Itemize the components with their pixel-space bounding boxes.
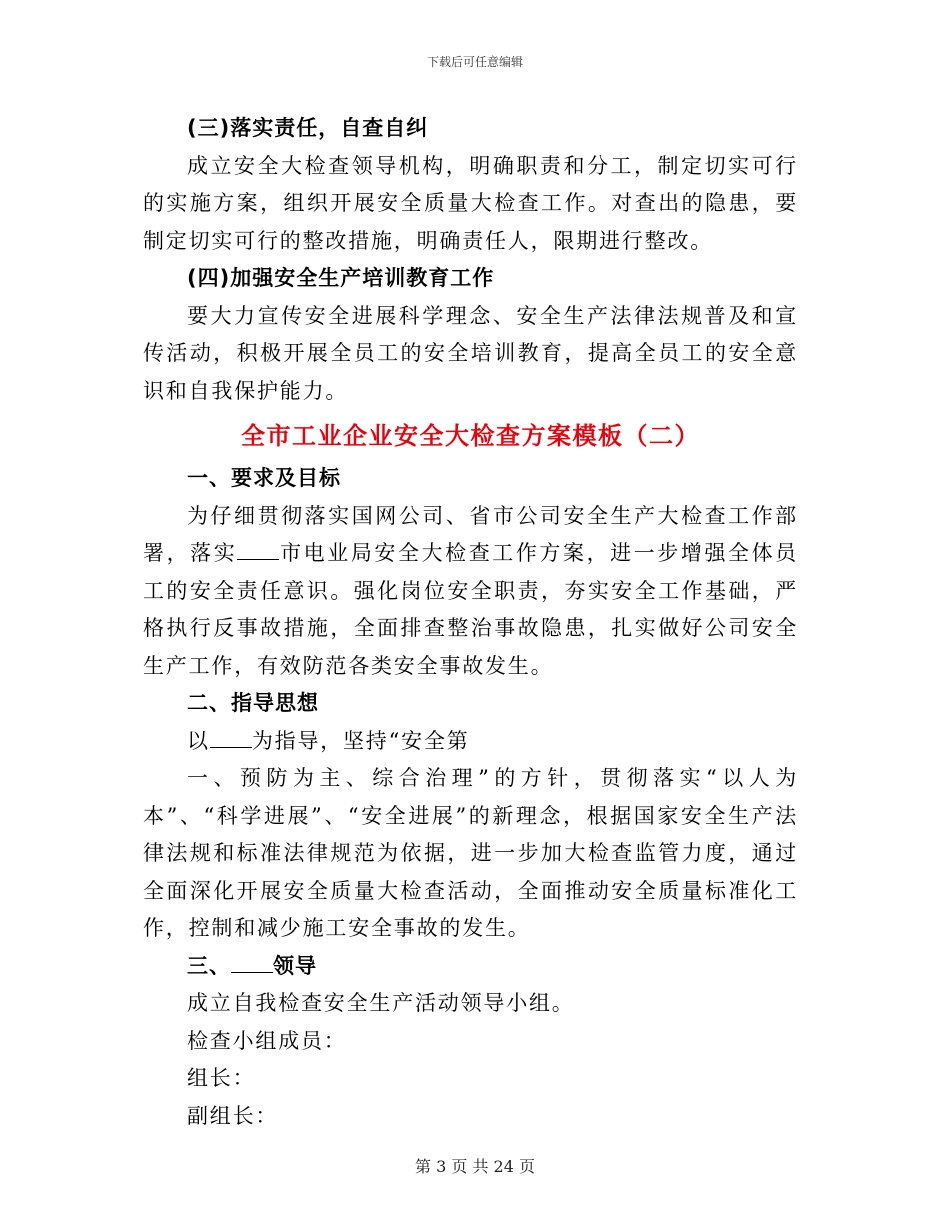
section-paragraph-4: 要大力宣传安全进展科学理念、安全生产法律法规普及和宣传活动，积极开展全员工的安全培训教育，提高全员工的安全意识和自我保护能力。 — [143, 303, 798, 403]
part1-text-b-suffix: 市电业局安全大检查工作方案，进一步增强全体员工的安全责任意识。强化岗位安全职责，夯实安全工作基础，严格执行反事故措施，全面排查整治事故隐患，扎实做好公司安全生产工作，有效防范各类安全事故发生。 — [143, 541, 798, 678]
page-number: 第 3 页 共 24 页 — [415, 1157, 535, 1176]
document-body — [143, 110, 798, 1135]
section-heading-3: (三)落实责任，自查自纠 — [187, 116, 429, 140]
part3-line-4: 副组长： — [187, 1103, 279, 1128]
section-paragraph-3: 成立安全大检查领导机构，明确职责和分工，制定切实可行的实施方案，组织开展安全质量大检查工作。对查出的隐患，要制定切实可行的整改措施，明确责任人，限期进行整改。 — [143, 153, 798, 253]
fill-blank-line — [231, 954, 273, 973]
document-title: 全市工业企业安全大检查方案模板（二） — [241, 422, 700, 450]
part2-line1-prefix: 以 — [187, 728, 210, 753]
part-paragraph-2: 一、预防为主、综合治理”的方针，贯彻落实“以人为本”、“科学进展”、“安全进展”的新理念，根据国家安全生产法律法规和标准法律规范为依据，进一步加大检查监管力度，通过全面深化开展安全质量大检查活动，全面推动安全质量标准化工作，控制和减少施工安全事故的发生。 — [143, 766, 798, 940]
part3-line-1: 成立自我检查安全生产活动领导小组。 — [187, 991, 575, 1015]
part3-heading-suffix: 领导 — [273, 953, 317, 978]
part1-text-a: 为仔细贯彻落实国网公司、省市公司安全生产大检查工作部署， — [143, 503, 798, 565]
part-heading-2: 二、指导思想 — [187, 691, 319, 715]
part3-heading-prefix: 三、 — [187, 953, 231, 978]
header-note: 下载后可任意编辑 — [426, 55, 523, 69]
fill-blank-line — [210, 729, 252, 748]
part-heading-3 — [143, 948, 798, 986]
part2-line-1 — [143, 723, 798, 761]
part3-line-3: 组长： — [187, 1066, 256, 1090]
fill-blank-line — [237, 541, 279, 560]
part-paragraph-1 — [143, 498, 798, 686]
part1-text-b-prefix: 落实 — [190, 541, 238, 565]
part-heading-1: 一、要求及目标 — [187, 466, 341, 490]
section-heading-4: (四)加强安全生产培训教育工作 — [187, 266, 495, 290]
part2-line1-suffix: 为指导，坚持“安全第 — [251, 728, 470, 753]
part3-line-2: 检查小组成员： — [187, 1028, 347, 1053]
